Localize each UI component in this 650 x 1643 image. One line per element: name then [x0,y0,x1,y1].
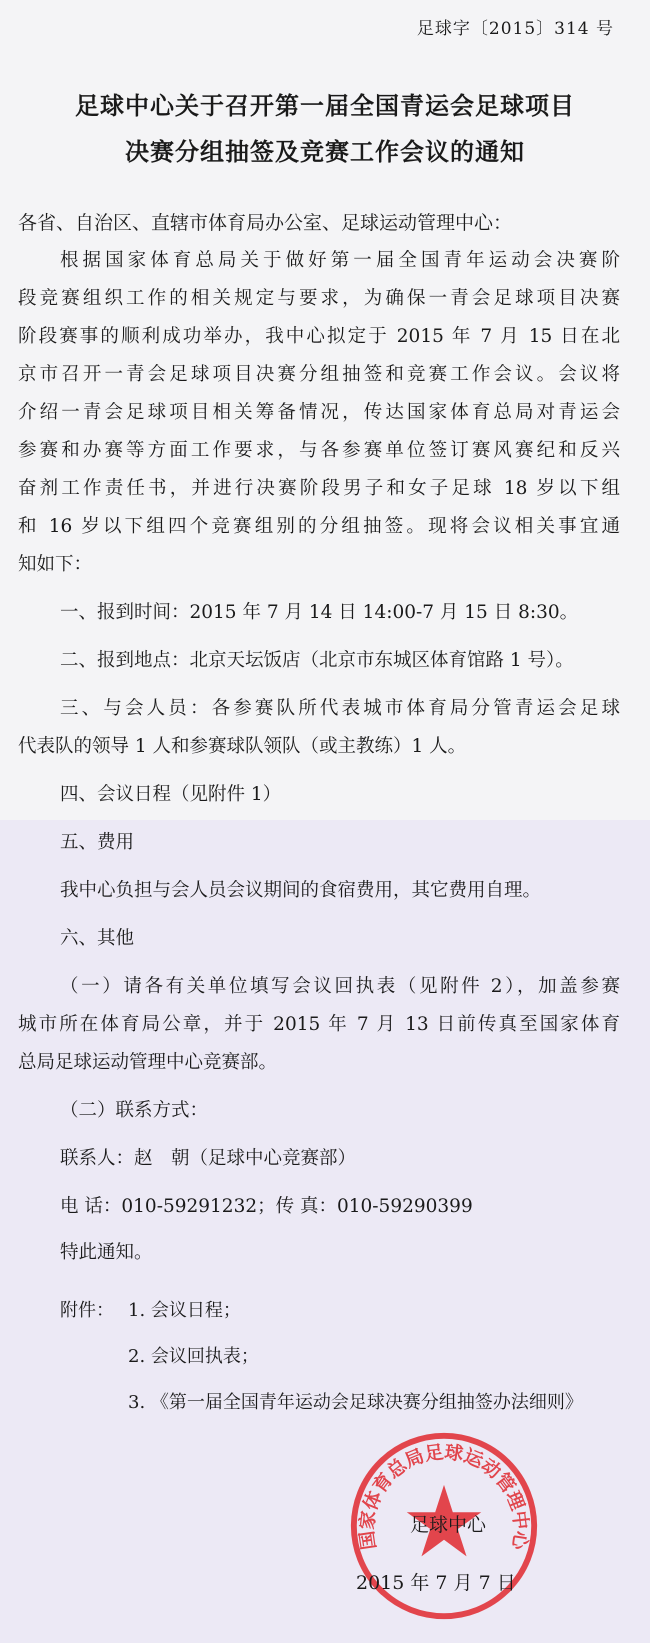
title-line-2: 决赛分组抽签及竞赛工作会议的通知 [125,137,525,166]
intro-line: 和 16 岁以下组四个竞赛组别的分组抽签。现将会议相关事宜通 [18,516,620,537]
document-number: 足球字〔2015〕314 号 [416,19,614,39]
intro-line: 段竞赛组织工作的相关规定与要求，为确保一青会足球项目决赛 [18,288,620,309]
attachment-item: 3. 《第一届全国青年运动会足球决赛分组抽签办法细则》 [128,1392,583,1413]
item-registration-time: 一、报到时间：2015 年 7 月 14 日 14:00-7 月 15 日 8:30。 [60,602,579,623]
item-attendees: 三、与会人员：各参赛队所代表城市体育局分管青运会足球 [60,698,620,719]
closing: 特此通知。 [60,1242,153,1263]
title-line-1: 足球中心关于召开第一届全国青运会足球项目 [75,91,575,120]
intro-line: 介绍一青会足球项目相关筹备情况，传达国家体育总局对青运会 [18,402,620,423]
item-other-1-cont: 总局足球运动管理中心竞赛部。 [18,1052,278,1073]
item-fees-heading: 五、费用 [60,832,135,853]
item-contact-heading: （二）联系方式： [60,1100,209,1121]
attachment-item: 1. 会议日程； [128,1300,241,1321]
intro-line: 根据国家体育总局关于做好第一届全国青年运动会决赛阶 [60,250,620,271]
item-other-heading: 六、其他 [60,928,135,949]
attachments-label: 附件： [60,1300,114,1321]
attachment-item: 2. 会议回执表； [128,1346,259,1367]
intro-line: 参赛和办赛等方面工作要求，与各参赛单位签订赛风赛纪和反兴 [18,440,620,461]
signature-org: 足球中心 [410,1514,487,1536]
signature-date: 2015 年 7 月 7 日 [356,1572,516,1594]
intro-line: 知如下： [18,554,93,575]
seal-text: 国家体育总局足球运动管理中心 [356,1442,532,1551]
item-other-1: （一）请各有关单位填写会议回执表（见附件 2），加盖参赛 [60,976,620,997]
intro-line: 京市召开一青会足球项目决赛分组抽签和竞赛工作会议。会议将 [18,364,620,385]
intro-line: 奋剂工作责任书，并进行决赛阶段男子和女子足球 18 岁以下组 [18,478,620,499]
addressee: 各省、自治区、直辖市体育局办公室、足球运动管理中心： [18,212,513,234]
item-registration-place: 二、报到地点：北京天坛饭店（北京市东城区体育馆路 1 号）。 [60,650,574,671]
item-attendees-cont: 代表队的领导 1 人和参赛球队领队（或主教练）1 人。 [18,736,467,757]
intro-line: 阶段赛事的顺利成功举办，我中心拟定于 2015 年 7 月 15 日在北 [18,326,620,347]
item-other-1-cont: 城市所在体育局公章，并于 2015 年 7 月 13 日前传真至国家体育 [18,1014,620,1035]
item-fees-text: 我中心负担与会人员会议期间的食宿费用，其它费用自理。 [60,880,542,901]
contact-person: 联系人：赵 朝（足球中心竞赛部） [60,1148,357,1169]
item-schedule: 四、会议日程（见附件 1） [60,784,282,805]
contact-phone: 电 话：010-59291232；传 真：010-59290399 [60,1196,473,1217]
